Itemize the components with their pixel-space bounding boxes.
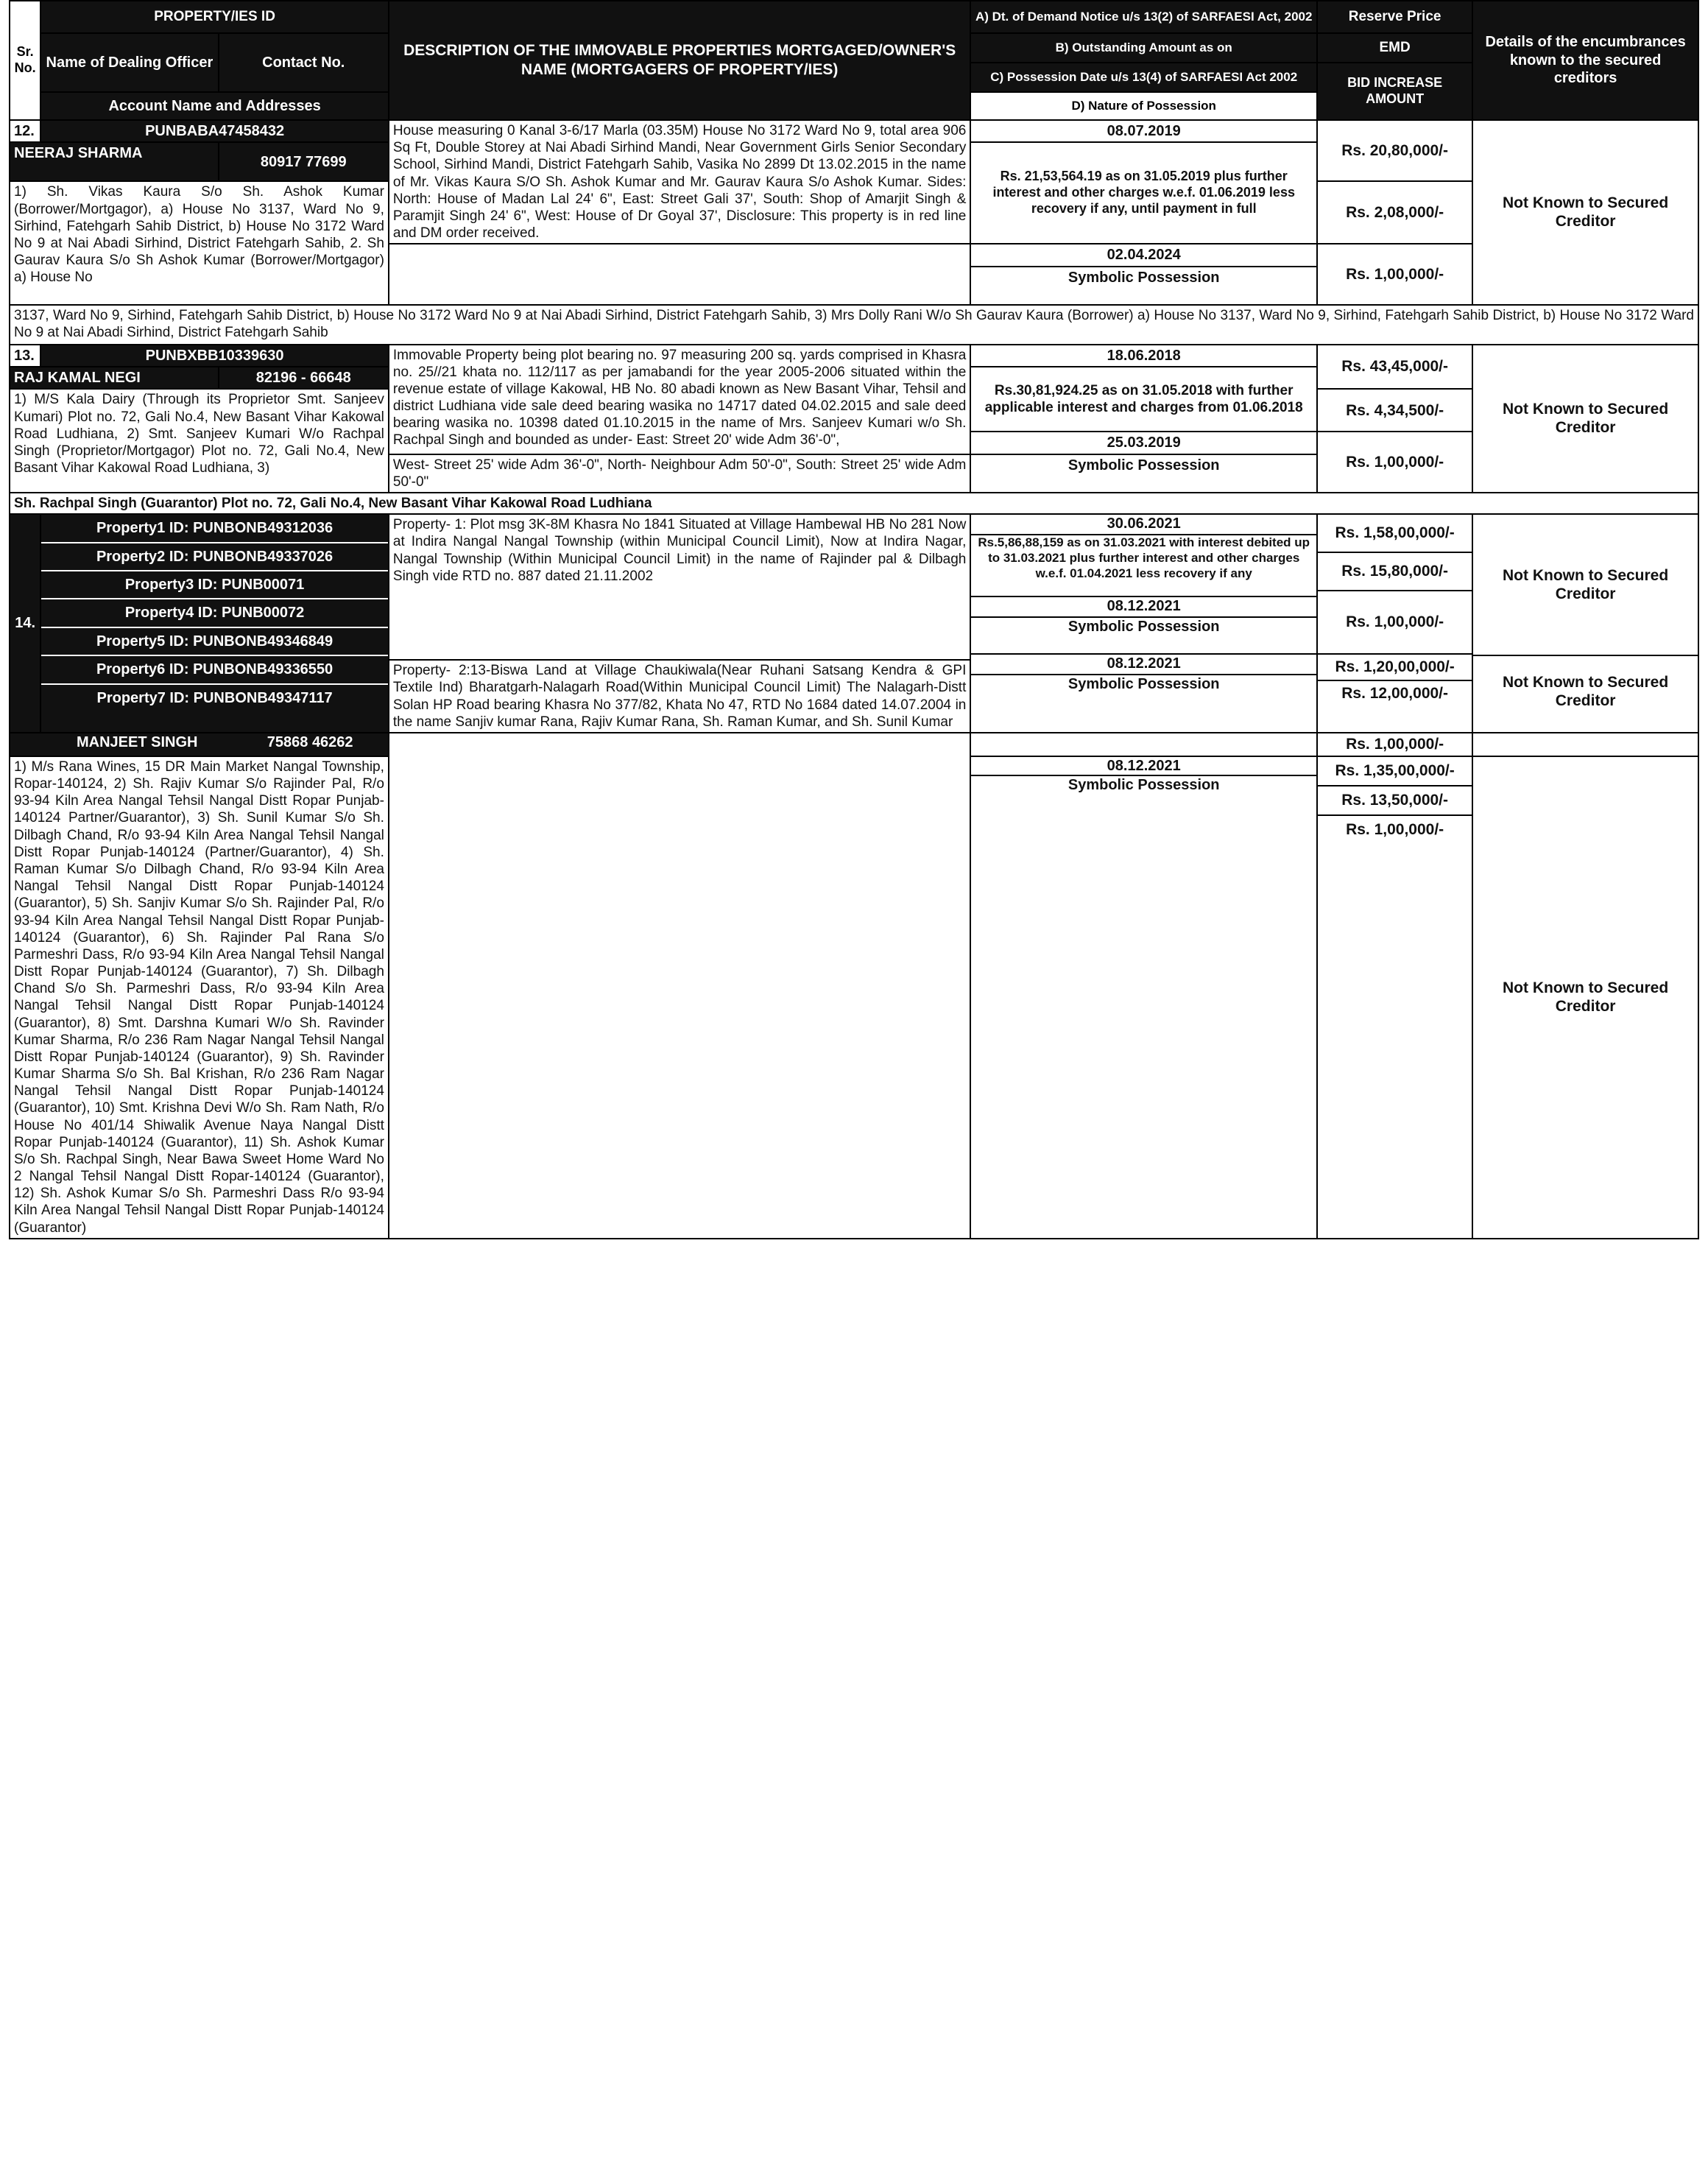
- demand-date-13: 18.06.2018: [970, 345, 1317, 367]
- possession-date-12: 02.04.2024: [970, 244, 1317, 266]
- outstanding-14-1: Rs.5,86,88,159 as on 31.03.2021 with interest debited up to 31.03.2021 plus further interest and other charges w.e.f. 01.04.2021 less recovery if any: [971, 535, 1316, 597]
- reserve-14-3: Rs. 1,35,00,000/-: [1318, 757, 1472, 786]
- encumbrance-13: Not Known to Secured Creditor: [1472, 345, 1698, 493]
- emd-14-2: Rs. 12,00,000/-: [1341, 685, 1448, 703]
- bid-14-2: Rs. 1,00,000/-: [1317, 733, 1472, 756]
- bid-14-1: Rs. 1,00,000/-: [1318, 591, 1472, 655]
- demand-date-14-1: 30.06.2021: [971, 515, 1316, 535]
- contact-13: 82196 - 66648: [219, 367, 389, 389]
- outstanding-13: Rs.30,81,924.25 as on 31.05.2018 with further applicable interest and charges from 01.06.2018: [970, 367, 1317, 432]
- reserve-14-2: Rs. 1,20,00,000/-: [1318, 655, 1472, 681]
- property-id-header: PROPERTY/IES ID: [40, 1, 389, 33]
- property-id-14-5: Property5 ID: PUNBONB49346849: [41, 628, 388, 656]
- officer-13: RAJ KAMAL NEGI: [10, 367, 219, 389]
- property-14-1: Property- 1: Plot msg 3K-8M Khasra No 1841 Situated at Village Hambewal HB No 281 Now at Indira Nangal Nangal Township (within Municipal Council Limit), Now at Indira Nagar, Nangal Township (Within Municipal Council Limit) in the name of Rajinder pal & Dilbagh Singh vide RTD no. 887 dated 21.11.2002: [389, 515, 970, 661]
- encumbrance-14-3: Not Known to Secured Creditor: [1472, 756, 1698, 1239]
- emd-12: Rs. 2,08,000/-: [1317, 181, 1472, 244]
- possession-date-14-1: 08.12.2021: [971, 597, 1316, 618]
- account-13: 1) M/S Kala Dairy (Through its Proprietor Smt. Sanjeev Kumari) Plot no. 72, Gali No.4, New Basant Vihar Kakowal Road Ludhiana, 2) Smt. Sanjeev Kumari W/o Rachpal Singh (Proprietor/Mortgagor) Plot no. 72, Gali No.4, New Basant Vihar Kakowal Road Ludhiana, 3): [10, 389, 389, 493]
- contact-14: 75868 46262: [267, 733, 353, 750]
- account-14: 1) M/s Rana Wines, 15 DR Main Market Nangal Township, Ropar-140124, 2) Sh. Rajiv Kumar S/o Rajinder Pal, R/o 93-94 Kiln Area Nangal Tehsil Nangal Distt Ropar Punjab-140124 Partner/Guarantor), 3) Sh. Sunil Kumar S/o Sh. Dilbagh Chand, R/o 93-94 Kiln Area Nangal Tehsil Nangal Distt Ropar Punjab-140124 (Partner/Guarantor), 4) Sh. Raman Kumar S/o Dilbagh Chand, R/o 93-94 Kiln Area Nangal Tehsil Nangal Distt Ropar Punjab-140124 (Guarantor), 5) Sh. Sanjiv Kumar S/o Sh. Rajinder Pal, R/o 93-94 Kiln Area Nangal Tehsil Nangal Distt Ropar Punjab-140124 (Guarantor), 6) Sh. Rajinder Pal Rana S/o Parmeshri Dass, R/o 93-94 Kiln Area Nangal Tehsil Nangal Distt Ropar Punjab-140124 (Guarantor), 7) Sh. Dilbagh Chand S/o Sh. Parmeshri Dass, R/o 93-94 Kiln Area Nangal Tehsil Nangal Distt Ropar Punjab-140124 (Guarantor), 8) Smt. Darshna Kumari W/o Sh. Ravinder Kumar Sharma, R/o 236 Ram Nagar Nangal Tehsil Nangal Distt Ropar Punjab-140124 (Guarantor), 9) Sh. Ravinder Kumar Sharma S/o Sh. Bal Krishan, R/o 236 Ram Nagar Nangal Tehsil Nangal Distt Ropar Punjab-140124 (Guarantor), 10) Smt. Krishna Devi W/o Sh. Ram Nath, R/o House No 401/14 Shiwalik Avenue Naya Nangal Distt Ropar Punjab-140124 (Guarantor), 11) Sh. Ashok Kumar S/o Sh. Rachpal Singh, Near Bawa Sweet Home Ward No 2 Nangal Tehsil Nangal Distt Ropar-140124 (Guarantor), 12) Sh. Ashok Kumar S/o Sh. Parmeshri Dass R/o 93-94 Kiln Area Nangal Tehsil Nangal Distt Ropar Punjab-140124 (Guarantor): [10, 756, 389, 1239]
- reserve-12: Rs. 20,80,000/-: [1317, 120, 1472, 181]
- auction-notice-page: [9, 0, 1699, 1239]
- nature-12: Symbolic Possession: [970, 267, 1317, 305]
- blank-14: [970, 733, 1317, 756]
- property-ids-14: [40, 514, 389, 733]
- bid-13: Rs. 1,00,000/-: [1317, 432, 1472, 493]
- bid-12: Rs. 1,00,000/-: [1317, 244, 1472, 304]
- encumbrance-14-top: [1472, 514, 1698, 733]
- description-12: House measuring 0 Kanal 3-6/17 Marla (03.35M) House No 3172 Ward No 9, total area 906 Sq Ft, Double Storey at Nai Abadi Sirhind Mandi, Near Government Girls Senior Secondary School, Sirhind Mandi, District Fatehgarh Sahib, Vasika No 2899 Dt 13.02.2015 in the name of Mr. Vikas Kaura S/O Sh. Ashok Kumar and Mr. Gaurav Kaura S/o Ashok Kumar. Sides: North: House of Madan Lal 24' 6", East: Street Gali 37', South: Shop of Amarjit Singh & Paramjit Singh 24' 6", West: House of Dr Goyal 37', Disclosure: This property is in red line and DM order received.: [389, 120, 970, 244]
- emd-14-1: Rs. 15,80,000/-: [1318, 553, 1472, 591]
- properties-14-top: [389, 514, 970, 733]
- nature-14-1: Symbolic Possession: [971, 618, 1316, 655]
- description-13: Immovable Property being plot bearing no. 97 measuring 200 sq. yards comprised in Khasra no. 25//21 khata no. 112/117 as per jamabandi for the year 2005-2006 situated within the revenue estate of village Kakowal, HB No. 80 abadi known as New Basant Vihar, Tehsil and district Ludhiana vide sale deed bearing wasika no 14717 dated 04.02.2015 and sale deed bearing wasika no. 10398 dated 01.10.2015 in the name of Mrs. Sanjeev Kumari w/o Sh. Rachpal Singh and bounded as under- East: Street 20' wide Adm 36'-0",: [389, 345, 970, 454]
- nature-14-2: Symbolic Possession: [1068, 676, 1220, 693]
- property-id-12: PUNBABA47458432: [40, 120, 389, 142]
- prices-14-top: [1317, 514, 1472, 733]
- blank-14-enc: [1472, 733, 1698, 756]
- sr-13: 13.: [10, 345, 40, 367]
- contact-no-header: Contact No.: [219, 33, 389, 92]
- description-header: DESCRIPTION OF THE IMMOVABLE PROPERTIES MORTGAGED/OWNER'S NAME (MORTGAGERS OF PROPERTY/IES): [389, 1, 970, 120]
- possession-date-header: C) Possession Date u/s 13(4) of SARFAESI Act 2002: [970, 63, 1317, 92]
- property-id-14-7: Property7 ID: PUNBONB49347117: [41, 685, 388, 711]
- emd-14-3: Rs. 13,50,000/-: [1318, 786, 1472, 816]
- encumbrance-14-1: Not Known to Secured Creditor: [1473, 515, 1698, 656]
- auction-table: [9, 0, 1699, 1239]
- property-id-14-4: Property4 ID: PUNB00072: [41, 599, 388, 627]
- property-id-14-3: Property3 ID: PUNB00071: [41, 571, 388, 599]
- property-id-14-2: Property2 ID: PUNBONB49337026: [41, 543, 388, 571]
- possession-date-14-3: 08.12.2021: [971, 757, 1316, 776]
- possession-14-p3: [970, 756, 1317, 1239]
- account-12: 1) Sh. Vikas Kaura S/o Sh. Ashok Kumar (Borrower/Mortgagor), a) House No 3137, Ward No 9, Sirhind, Fatehgarh Sahib District, b) House No 3172 Ward No 9 at Nai Abadi Sirhind, District Fatehgarh Sahib, 2. Sh Gaurav Kaura S/o Sh Ashok Kumar (Borrower/Mortgagor) a) House No: [10, 181, 389, 304]
- property-id-14-6: Property6 ID: PUNBONB49336550: [41, 656, 388, 684]
- reserve-14-1: Rs. 1,58,00,000/-: [1318, 515, 1472, 553]
- reserve-13: Rs. 43,45,000/-: [1317, 345, 1472, 390]
- property-14-2-cont: [389, 733, 970, 1239]
- nature-14-3: Symbolic Possession: [1068, 776, 1220, 793]
- reserve-price-header: Reserve Price: [1317, 1, 1472, 33]
- account-name-header: Account Name and Addresses: [40, 92, 389, 120]
- description-12-cont: [389, 244, 970, 304]
- nature-possession-header: D) Nature of Possession: [970, 92, 1317, 120]
- property-14-2: Property- 2:13-Biswa Land at Village Chaukiwala(Near Ruhani Satsang Kendra & GPI Textile Ind) Bharatgarh-Nalagarh Road(Within Municipal Council Limit) The Nalagarh-Distt Solan HP Road bearing Khasra No 377/82, Khata No 47, RTD No 1684 dated 14.07.2004 in the name Sanjiv kumar Rana, Rajiv Kumar Rana, Sh. Raman Kumar, and Sh. Sunil Kumar: [392, 663, 967, 730]
- encumbrance-12: Not Known to Secured Creditor: [1472, 120, 1698, 305]
- sr-no-header: Sr. No.: [10, 1, 40, 120]
- encumbrances-header: Details of the encumbrances known to the secured creditors: [1472, 1, 1698, 120]
- contact-12: 80917 77699: [219, 142, 389, 181]
- possession-14-top: [970, 514, 1317, 733]
- account-13-full: Sh. Rachpal Singh (Guarantor) Plot no. 72, Gali No.4, New Basant Vihar Kakowal Road Ludhiana: [10, 493, 1698, 514]
- emd-header: EMD: [1317, 33, 1472, 63]
- demand-notice-header: A) Dt. of Demand Notice u/s 13(2) of SARFAESI Act, 2002: [970, 1, 1317, 33]
- demand-date-12: 08.07.2019: [970, 120, 1317, 142]
- possession-date-13: 25.03.2019: [970, 432, 1317, 454]
- officer-12: NEERAJ SHARMA: [10, 142, 219, 181]
- sr-14: 14.: [10, 514, 40, 733]
- officer-14: MANJEET SINGH: [77, 733, 198, 750]
- nature-13: Symbolic Possession: [970, 454, 1317, 493]
- property-id-13: PUNBXBB10339630: [40, 345, 389, 367]
- description-13-bounds: West- Street 25' wide Adm 36'-0", North- Neighbour Adm 50'-0", South: Street 25' wide Adm 50'-0": [389, 454, 970, 493]
- sr-12: 12.: [10, 120, 40, 142]
- bid-increase-header: BID INCREASE AMOUNT: [1317, 63, 1472, 120]
- possession-date-14-2: 08.12.2021: [971, 655, 1316, 675]
- dealing-officer-header: Name of Dealing Officer: [40, 33, 218, 92]
- prices-14-p3: [1317, 756, 1472, 1239]
- bid-14-3: Rs. 1,00,000/-: [1346, 820, 1444, 838]
- dealer-14: [10, 733, 389, 756]
- encumbrance-14-2: Not Known to Secured Creditor: [1503, 673, 1669, 710]
- property-id-14-1: Property1 ID: PUNBONB49312036: [41, 515, 388, 543]
- outstanding-12: Rs. 21,53,564.19 as on 31.05.2019 plus further interest and other charges w.e.f. 01.06.2019 less recovery if any, until payment in full: [970, 142, 1317, 244]
- outstanding-header: B) Outstanding Amount as on: [970, 33, 1317, 63]
- account-12-full: 3137, Ward No 9, Sirhind, Fatehgarh Sahib District, b) House No 3172 Ward No 9 at Nai Abadi Sirhind, District Fatehgarh Sahib, 3) Mrs Dolly Rani W/o Sh Gaurav Kaura (Borrower) a) House No 3137, Ward No 9, Sirhind, Fatehgarh Sahib District, b) House No 3172 Ward No 9 at Nai Abadi Sirhind, District Fatehgarh Sahib: [10, 305, 1698, 345]
- emd-13: Rs. 4,34,500/-: [1317, 389, 1472, 432]
